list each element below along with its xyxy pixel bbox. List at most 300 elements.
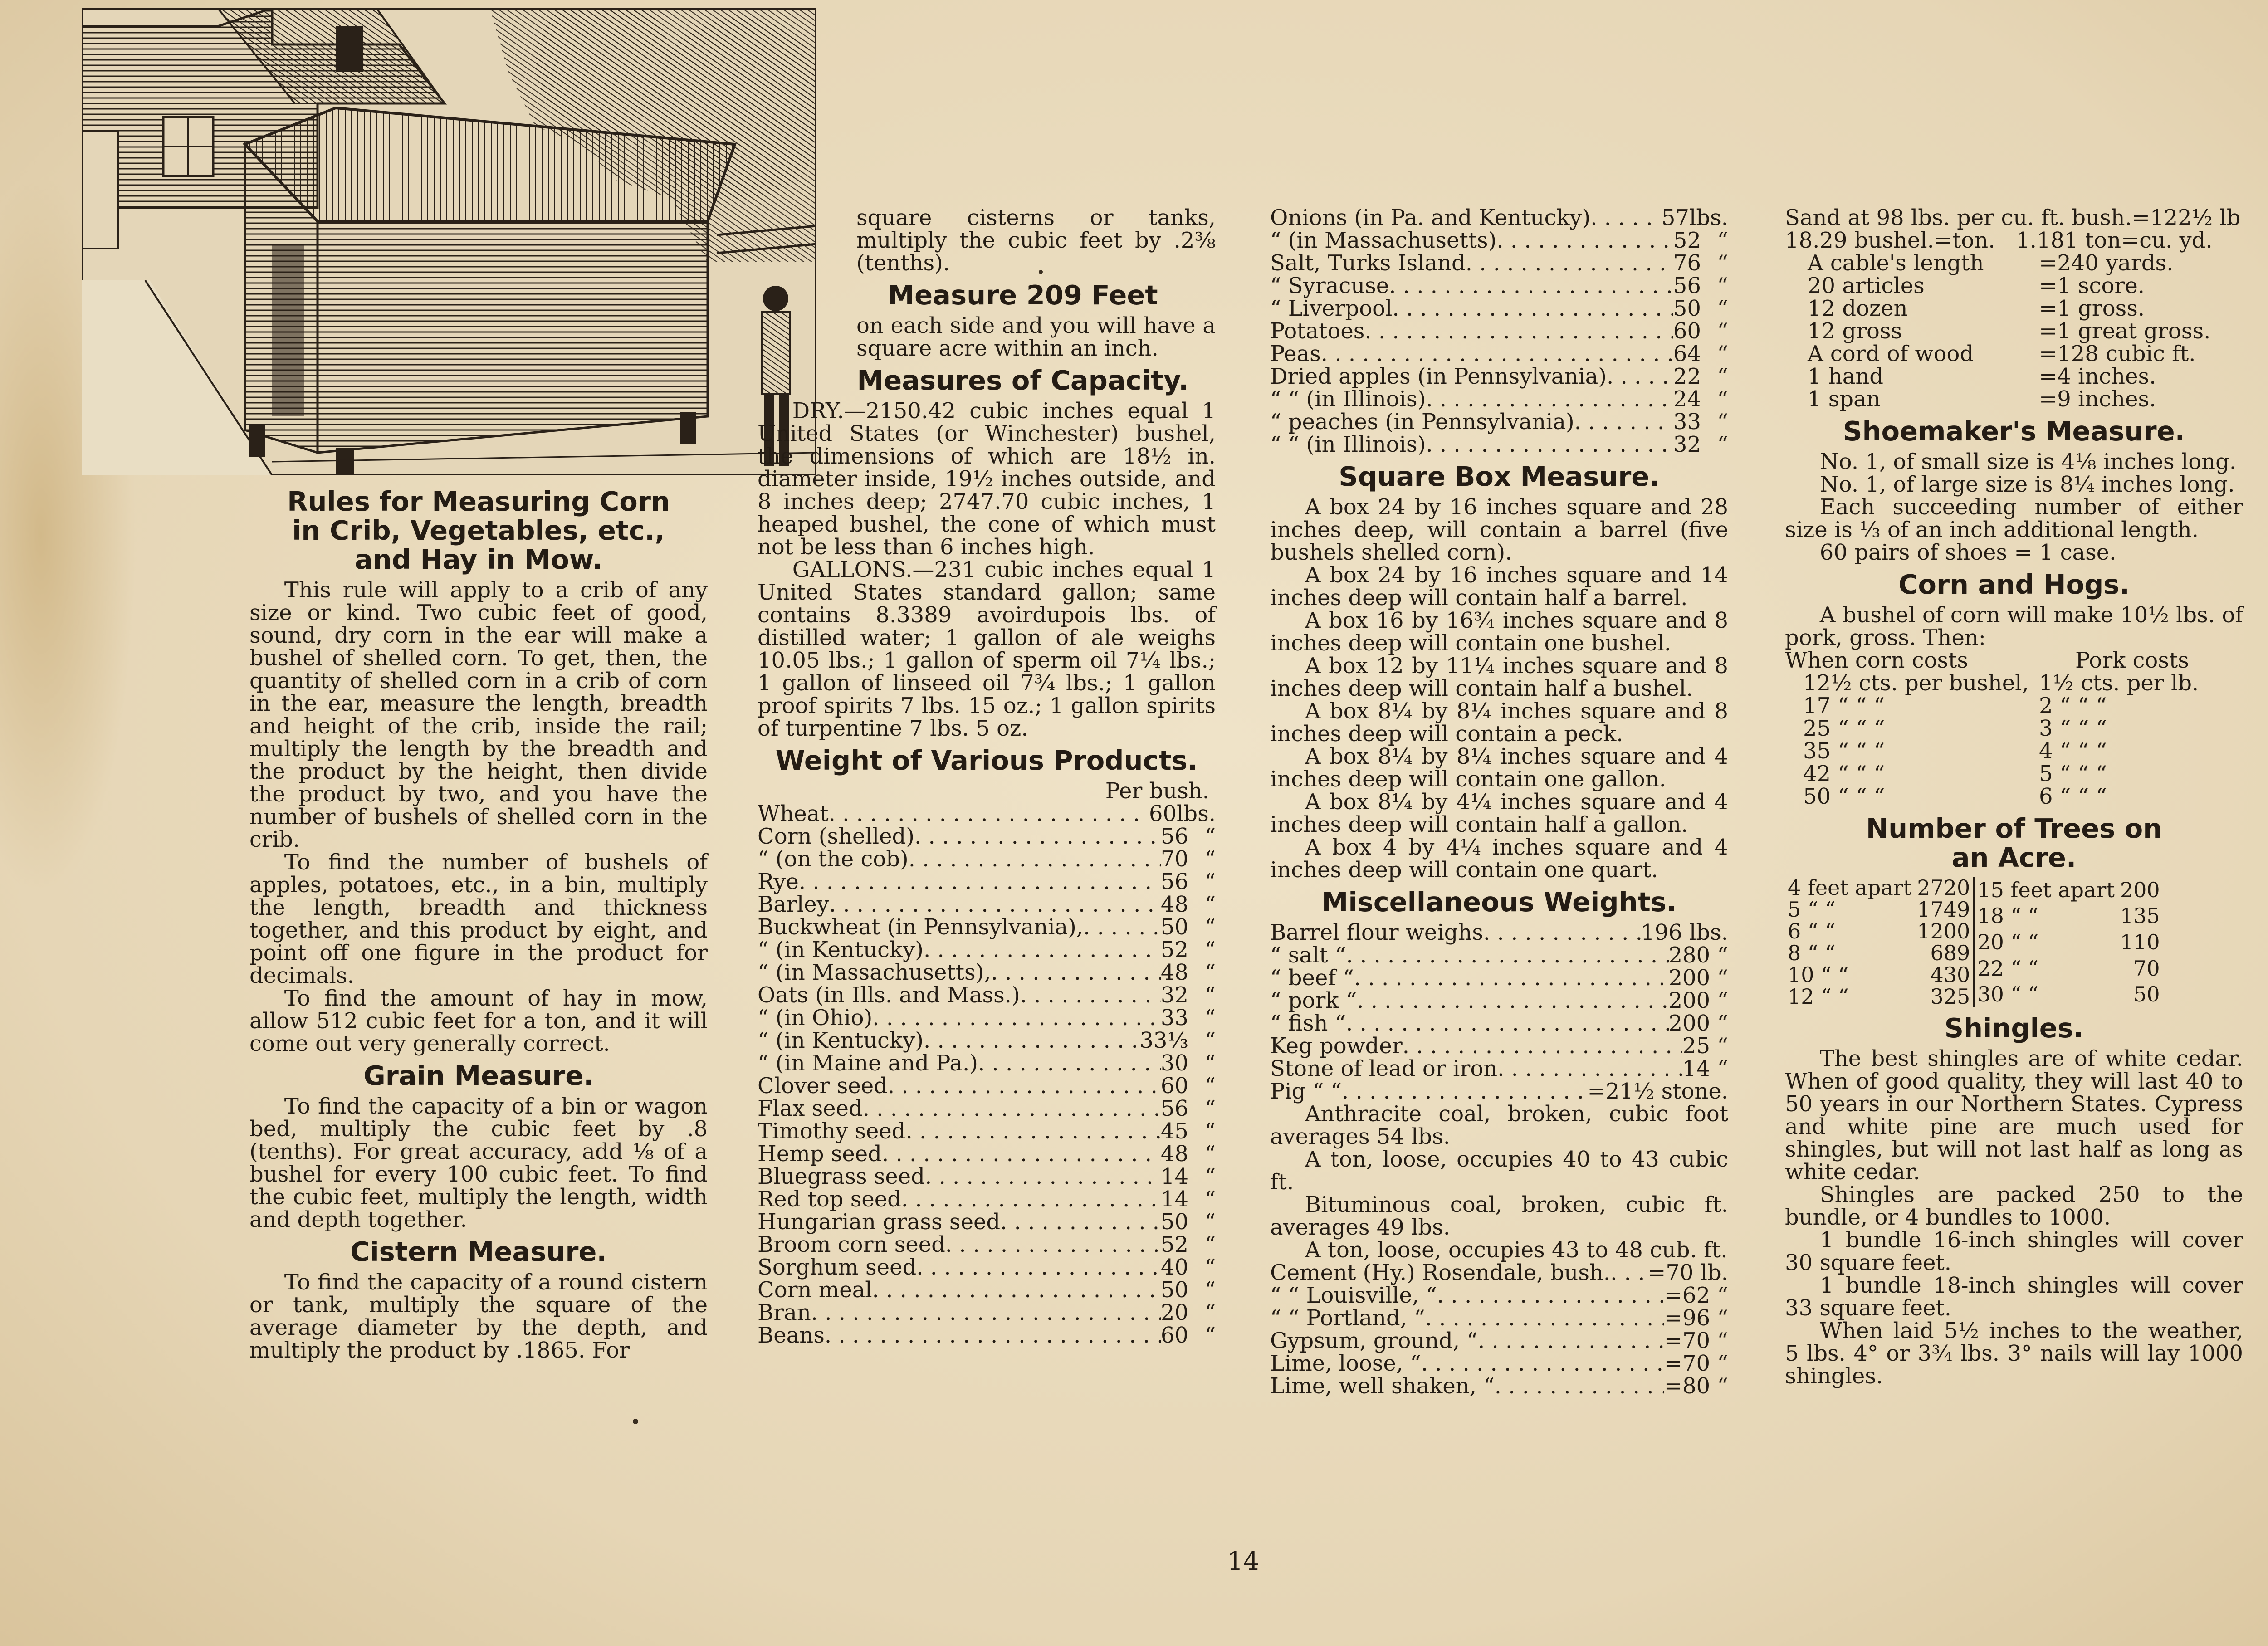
row-value: 48 [1160, 960, 1188, 985]
row-label: Onions (in Pa. and Kentucky) [1270, 205, 1591, 230]
tree-count: 2720 [1917, 875, 1970, 900]
row-value: 50 [1160, 1209, 1188, 1235]
row-unit: “ [1717, 228, 1728, 253]
row-label: Rye [758, 869, 799, 894]
row-unit: “ [1204, 846, 1216, 872]
leader-row [758, 870, 1216, 893]
row-label: “ Syracuse [1270, 273, 1389, 298]
leader-row [1270, 1035, 1728, 1057]
dot-leader [872, 1006, 1161, 1029]
paragraph: Anthracite coal, broken, cubic foot averages 54 lbs. [1270, 1101, 1728, 1149]
column-4 [1785, 206, 2243, 1387]
tree-row [1975, 877, 2162, 903]
paragraph: A box 24 by 16 inches square and 14 inches deep will contain half a barrel. [1270, 562, 1728, 611]
equivalent-row [1808, 320, 2243, 342]
tree-distance: 5 “ “ [1788, 897, 1836, 922]
row-unit: “ [1204, 1073, 1216, 1099]
equivalent-value: =4 inches. [2039, 364, 2156, 389]
row-label: Red top seed [758, 1187, 901, 1212]
pork-cost: 5 “ “ “ [2039, 761, 2107, 786]
section-heading: Shingles. [1944, 1012, 2084, 1044]
row-value: 60 [1673, 318, 1701, 344]
paragraph: No. 1, of large size is 8¼ inches long. [1819, 472, 2235, 497]
equivalent-value: =128 cubic ft. [2039, 341, 2196, 366]
dot-leader [1083, 916, 1161, 938]
paragraph: square cisterns or tanks, multiply the cubic feet by .2⅜ (tenths). [856, 205, 1216, 276]
per-bushel-label: Per bush. [1105, 778, 1209, 804]
row-value: 32 [1673, 432, 1701, 457]
tree-row [1785, 986, 1974, 1007]
paragraph: No. 1, of small size is 4⅛ inches long. [1819, 449, 2237, 474]
leader-row [758, 1120, 1216, 1143]
leader-row [758, 1301, 1216, 1324]
leader-row [758, 1029, 1216, 1052]
leader-row [758, 1006, 1216, 1029]
equivalent-term: 1 span [1808, 386, 1881, 412]
column-2 [758, 206, 1216, 1347]
paragraph: A bushel of corn will make 10½ lbs. of pork, gross. Then: [1785, 602, 2243, 650]
row-label: Wheat [758, 801, 829, 826]
produce-list [1270, 206, 1728, 456]
dot-leader [1496, 229, 1673, 252]
leader-row [1270, 274, 1728, 297]
leader-row [758, 1097, 1216, 1120]
dot-leader [1389, 274, 1673, 297]
dot-leader [1364, 320, 1673, 342]
equivalent-term: 12 dozen [1808, 296, 1908, 321]
section-heading: Weight of Various Products. [775, 745, 1198, 776]
row-value: 200 “ [1668, 1011, 1728, 1036]
leader-row [758, 1256, 1216, 1279]
dot-leader [872, 1279, 1161, 1301]
row-unit: “ [1717, 432, 1728, 457]
row-label: Buckwheat (in Pennsylvania), [758, 914, 1084, 940]
leader-row [1270, 252, 1728, 274]
section-heading: Measure 209 Feet [888, 279, 1158, 311]
row-label: Clover seed [758, 1073, 888, 1099]
paragraph: Shingles are packed 250 to the bundle, or 4 bundles to 1000. [1785, 1182, 2243, 1230]
row-label: “ (in Kentucky) [758, 937, 924, 962]
tree-count: 200 [2120, 877, 2160, 902]
row-value: 50 [1160, 914, 1188, 940]
column-3 [1270, 206, 1728, 1397]
row-unit: “ [1717, 364, 1728, 389]
row-label: “ salt “ [1270, 943, 1346, 968]
paragraph: 60 pairs of shoes = 1 case. [1819, 540, 2116, 565]
row-value: 56 [1160, 1096, 1188, 1121]
leader-row [758, 848, 1216, 870]
dot-leader [909, 848, 1161, 870]
misc-list [1270, 921, 1728, 1103]
section-heading: Square Box Measure. [1339, 461, 1660, 492]
row-value: 76 [1673, 250, 1701, 276]
hogs-row [1785, 785, 2243, 808]
tree-count: 1200 [1917, 919, 1970, 943]
section-heading: Shoemaker's Measure. [1843, 415, 2185, 447]
equivalent-row [1808, 388, 2243, 410]
equivalents-list [1785, 252, 2243, 410]
dot-leader [1392, 297, 1673, 320]
leader-row [758, 893, 1216, 916]
row-value: 45 [1160, 1118, 1188, 1144]
row-label: “ pork “ [1270, 988, 1357, 1013]
row-unit: “ [1204, 1277, 1216, 1303]
row-unit: “ [1717, 341, 1728, 366]
row-value: 33 [1673, 409, 1701, 435]
row-label: Hungarian grass seed [758, 1209, 1001, 1235]
dot-leader [914, 825, 1161, 848]
row-unit: “ [1204, 869, 1216, 894]
row-value: 14 “ [1682, 1056, 1728, 1081]
dot-leader [1497, 1057, 1682, 1080]
row-unit: “ [1204, 1141, 1216, 1167]
row-value: 25 “ [1682, 1033, 1728, 1059]
row-label: Barrel flour weighs [1270, 920, 1483, 945]
dot-leader [1346, 1012, 1668, 1035]
row-label: Oats (in Ills. and Mass.) [758, 982, 1020, 1008]
column-1 [249, 481, 708, 1362]
row-label: Corn (shelled) [758, 824, 914, 849]
dot-leader [1403, 1035, 1682, 1057]
pork-cost: 3 “ “ “ [2039, 716, 2107, 741]
tree-row [1975, 981, 2162, 1007]
leader-row [1270, 967, 1728, 989]
leader-row [1270, 365, 1728, 388]
corn-cost: 50 “ “ “ [1803, 784, 1885, 809]
hogs-row [1785, 717, 2243, 740]
paragraph: GALLONS.—231 cubic inches equal 1 United States standard gallon; same contains 8.3389 avoirdupois lbs. of distilled water; 1 gallon of ale weighs 10.05 lbs.; 1 gallon of sperm oil 7¼ lbs.; 1 gallon of linseed oil 7¾ lbs.; 1 gallon proof spirits 7 lbs. 15 oz.; 1 gallon spirits of turpentine 7 lbs. 5 oz. [758, 557, 1216, 741]
paragraph: DRY.—2150.42 cubic inches equal 1 United States (or Winchester) bushel, the dimensions of which are 18½ in. diameter inside, 19½ inches outside, and 8 inches deep; 2747.70 cubic inches, 1 heaped bushel, the cone of which must not be less than 6 inches high. [758, 398, 1216, 560]
dot-leader [1478, 1329, 1664, 1352]
row-label: Potatoes [1270, 318, 1365, 344]
paragraph: A box 8¼ by 8¼ inches square and 4 inches deep will contain one gallon. [1270, 744, 1728, 792]
paragraph: Each succeeding number of either size is ⅓ of an inch additional length. [1785, 494, 2243, 542]
dot-leader [1020, 984, 1161, 1006]
paragraph: To find the capacity of a bin or wagon bed, multiply the cubic feet by .8 (tenths). For great accuracy, add ⅛ of a bushel for every 100 cubic feet. To find the cubic feet, multiply the length, width and depth together. [249, 1094, 708, 1232]
dot-leader [829, 802, 1149, 825]
paragraph: Bituminous coal, broken, cubic ft. averages 49 lbs. [1270, 1192, 1728, 1240]
row-label: “ peaches (in Pennsylvania) [1270, 409, 1574, 435]
dot-leader [924, 1029, 1139, 1052]
row-value: 40 [1160, 1255, 1188, 1280]
dot-leader [1590, 206, 1662, 229]
tree-distance: 12 “ “ [1788, 984, 1849, 1009]
tree-count: 135 [2120, 904, 2160, 928]
dot-leader [1346, 944, 1668, 967]
paragraph: A box 16 by 16¾ inches square and 8 inches deep will contain one bushel. [1270, 608, 1728, 656]
row-label: “ (in Kentucky) [758, 1028, 924, 1053]
tree-distance: 4 feet apart [1788, 875, 1912, 900]
leader-row [1270, 1307, 1728, 1329]
row-label: “ “ (in Illinois) [1270, 432, 1426, 457]
dot-leader [1421, 1352, 1664, 1375]
leader-row [1270, 1352, 1728, 1375]
tree-count: 70 [2133, 956, 2160, 981]
corn-cost: 25 “ “ “ [1803, 716, 1885, 741]
paragraph: To find the capacity of a round cistern or tank, multiply the square of the average diameter by the depth, and multiply the product by .1865. For [249, 1270, 708, 1363]
row-label: Gypsum, ground, “ [1270, 1328, 1478, 1353]
tree-row [1975, 929, 2162, 955]
row-value: =70 lb. [1647, 1260, 1728, 1285]
paragraph: A ton, loose, occupies 40 to 43 cubic ft. [1270, 1147, 1728, 1195]
tree-distance: 8 “ “ [1788, 941, 1836, 965]
row-label: Pig “ “ [1270, 1079, 1342, 1104]
paragraph: When laid 5½ inches to the weather, 5 lbs. 4° or 3¾ lbs. 3° nails will lay 1000 shingles. [1785, 1318, 2243, 1389]
leader-row [1270, 1057, 1728, 1080]
leader-row [1270, 921, 1728, 944]
row-label: Peas [1270, 341, 1321, 366]
leader-row [1270, 342, 1728, 365]
dot-leader [906, 1120, 1161, 1143]
row-value: 56 [1160, 869, 1188, 894]
section-heading: Rules for Measuring Corn in Crib, Vegetables, etc., and Hay in Mow. [287, 486, 670, 575]
leader-row [1270, 1261, 1728, 1284]
row-value: 64 [1673, 341, 1701, 366]
leader-row [1270, 297, 1728, 320]
row-unit: “ [1717, 273, 1728, 298]
paragraph: A box 4 by 4¼ inches square and 4 inches deep will contain one quart. [1270, 835, 1728, 883]
dot-leader [1426, 388, 1673, 410]
row-label: “ “ Louisville, “ [1270, 1283, 1437, 1308]
leader-row [1270, 989, 1728, 1012]
paragraph: A ton, loose, occupies 43 to 48 cub. ft. [1305, 1237, 1728, 1263]
pork-cost: 1½ cts. per lb. [2039, 670, 2199, 696]
sand-line: 18.29 bushel.=ton. 1.181 ton=cu. yd. [1785, 228, 2213, 253]
dot-leader [882, 1143, 1161, 1165]
row-label: Corn meal [758, 1277, 872, 1303]
row-label: Sorghum seed [758, 1255, 917, 1280]
row-unit: “ [1204, 1187, 1216, 1212]
equivalent-value: =1 score. [2039, 273, 2145, 298]
tree-count: 1749 [1917, 897, 1970, 922]
tree-distance: 6 “ “ [1788, 919, 1836, 943]
leader-row [1270, 1329, 1728, 1352]
row-value: 48 [1160, 1141, 1188, 1167]
row-value: 60 [1149, 801, 1177, 826]
dot-leader [924, 938, 1161, 961]
row-value: 48 [1160, 892, 1188, 917]
row-unit: “ [1717, 386, 1728, 412]
row-unit: lbs. [1177, 801, 1216, 826]
hogs-row [1785, 740, 2243, 762]
paragraph: A box 24 by 16 inches square and 28 inches deep, will contain a barrel (five bushels shelled corn). [1270, 494, 1728, 565]
row-value: 50 [1673, 296, 1701, 321]
row-label: “ (in Massachusetts), [758, 960, 991, 985]
tree-row [1975, 955, 2162, 982]
paragraph: A box 8¼ by 4¼ inches square and 4 inches deep will contain half a gallon. [1270, 789, 1728, 837]
row-label: “ (in Maine and Pa.) [758, 1050, 978, 1076]
row-label: “ (on the cob) [758, 846, 909, 872]
row-unit: “ [1204, 1118, 1216, 1144]
row-unit: “ [1204, 824, 1216, 849]
trees-table [1785, 877, 2243, 1007]
dot-leader [991, 961, 1161, 984]
leader-row [758, 825, 1216, 848]
leader-row [758, 1165, 1216, 1188]
row-value: 56 [1673, 273, 1701, 298]
hogs-row [1785, 694, 2243, 717]
equivalent-value: =9 inches. [2039, 386, 2156, 412]
row-value: =70 “ [1664, 1328, 1728, 1353]
row-value: 52 [1160, 937, 1188, 962]
equivalent-row [1808, 252, 2243, 274]
leader-row [758, 938, 1216, 961]
dot-leader [1426, 433, 1673, 456]
dot-leader [978, 1052, 1161, 1075]
corn-cost: 12½ cts. per bushel, [1803, 670, 2029, 696]
leader-row [758, 1075, 1216, 1097]
leader-row [1270, 1284, 1728, 1307]
paragraph: 1 bundle 18-inch shingles will cover 33 square feet. [1785, 1273, 2243, 1321]
dot-leader [1610, 1261, 1647, 1284]
paragraph: This rule will apply to a crib of any size or kind. Two cubic feet of good, sound, dry corn in the ear will make a bushel of shelled corn. To get, then, the quantity of shelled corn in a crib of corn in the ear, measure the length, breadth and height of the crib, inside the rail; multiply the length by the breadth and the product by the height, then divide the product by two, and you have the number of bushels of shelled corn in the crib. [249, 577, 708, 852]
dot-leader [799, 870, 1161, 893]
paragraph: A box 12 by 11¼ inches square and 8 inches deep will contain half a bushel. [1270, 653, 1728, 701]
row-unit: “ [1204, 1096, 1216, 1121]
dot-leader [863, 1097, 1161, 1120]
row-label: Beans [758, 1323, 825, 1348]
leader-row [1270, 1080, 1728, 1103]
leader-row [758, 1211, 1216, 1233]
tree-distance: 18 “ “ [1977, 904, 2039, 928]
leader-row [1270, 206, 1728, 229]
dot-leader [1000, 1211, 1161, 1233]
tree-count: 689 [1930, 941, 1970, 965]
products-list [758, 802, 1216, 1347]
row-label: Hemp seed [758, 1141, 882, 1167]
row-label: “ “ (in Illinois) [1270, 386, 1426, 412]
equivalent-term: 12 gross [1808, 318, 1902, 344]
leader-row [1270, 410, 1728, 433]
row-unit: “ [1204, 1164, 1216, 1189]
tree-count: 325 [1930, 984, 1970, 1009]
row-value: =21½ stone. [1587, 1079, 1728, 1104]
leader-row [758, 916, 1216, 938]
section-heading: Measures of Capacity. [857, 365, 1189, 396]
row-value: 200 “ [1668, 988, 1728, 1013]
tree-distance: 20 “ “ [1977, 929, 2039, 954]
row-value: 60 [1160, 1323, 1188, 1348]
dot-leader [1483, 921, 1641, 944]
row-label: Cement (Hy.) Rosendale, bush. [1270, 1260, 1611, 1285]
row-unit: “ [1204, 1028, 1216, 1053]
dot-leader [1437, 1284, 1664, 1307]
leader-row [1270, 388, 1728, 410]
section-heading: Miscellaneous Weights. [1321, 886, 1677, 918]
tree-distance: 15 feet apart [1977, 877, 2115, 902]
row-value: 50 [1160, 1277, 1188, 1303]
tree-row [1785, 942, 1974, 964]
tree-row [1785, 877, 1974, 899]
leader-row [758, 961, 1216, 984]
tree-row [1785, 899, 1974, 920]
hogs-row [1785, 762, 2243, 785]
tree-distance: 10 “ “ [1788, 962, 1849, 987]
row-value: 33 [1160, 1005, 1188, 1031]
row-unit: “ [1204, 1050, 1216, 1076]
trees-right [1975, 877, 2162, 1007]
row-unit: “ [1204, 1300, 1216, 1325]
row-label: Dried apples (in Pennsylvania) [1270, 364, 1607, 389]
equivalent-row [1808, 274, 2243, 297]
row-value: 14 [1160, 1164, 1188, 1189]
row-label: “ Liverpool [1270, 296, 1393, 321]
row-unit: “ [1717, 250, 1728, 276]
shingles-list [1785, 1047, 2243, 1387]
pork-cost: 2 “ “ “ [2039, 693, 2107, 718]
sand-line: Sand at 98 lbs. per cu. ft. bush.=122½ lb [1785, 205, 2241, 230]
leader-row [1270, 1375, 1728, 1397]
row-value: =70 “ [1664, 1351, 1728, 1376]
row-unit: “ [1717, 409, 1728, 435]
row-value: 22 [1673, 364, 1701, 389]
row-value: 70 [1160, 846, 1188, 872]
paragraph: The best shingles are of white cedar. When of good quality, they will last 40 to 50 years in our Northern States. Cypress and white pine are much used for shingles, but will not last half as long as white cedar. [1785, 1046, 2243, 1185]
leader-row [758, 802, 1216, 825]
leader-row [1270, 944, 1728, 967]
leader-row [1270, 320, 1728, 342]
row-unit: “ [1204, 914, 1216, 940]
dot-leader [916, 1256, 1161, 1279]
dot-leader [1425, 1307, 1664, 1329]
row-label: “ (in Ohio) [758, 1005, 873, 1031]
corn-crib-illustration [82, 8, 816, 475]
row-value: 57 [1661, 205, 1690, 230]
section-heading: Cistern Measure. [350, 1236, 607, 1267]
box-list [1270, 496, 1728, 881]
ink-speck [633, 1419, 638, 1424]
page-number: 14 [1227, 1547, 1260, 1576]
equivalent-value: =1 gross. [2039, 296, 2145, 321]
leader-row [758, 1188, 1216, 1211]
equivalent-row [1808, 365, 2243, 388]
row-unit: “ [1204, 1255, 1216, 1280]
pork-cost: 4 “ “ “ [2039, 738, 2107, 764]
dot-leader [1607, 365, 1673, 388]
row-unit: “ [1204, 937, 1216, 962]
row-unit: “ [1204, 960, 1216, 985]
row-label: Flax seed [758, 1096, 863, 1121]
row-label: Lime, well shaken, “ [1270, 1373, 1495, 1399]
leader-row [758, 1324, 1216, 1347]
tree-count: 50 [2133, 982, 2160, 1007]
dot-leader [1574, 410, 1673, 433]
equivalent-term: A cable's length [1808, 250, 1984, 276]
row-label: “ fish “ [1270, 1011, 1346, 1036]
row-label: “ “ Portland, “ [1270, 1305, 1425, 1331]
tree-count: 110 [2120, 929, 2160, 954]
row-value: 280 “ [1668, 943, 1728, 968]
trees-left [1785, 877, 1975, 1007]
equivalent-row [1808, 297, 2243, 320]
corn-cost: 17 “ “ “ [1803, 693, 1885, 718]
row-unit: “ [1717, 296, 1728, 321]
row-label: Bran [758, 1300, 811, 1325]
tree-row [1785, 920, 1974, 942]
equivalent-row [1808, 342, 2243, 365]
dot-leader [888, 1075, 1161, 1097]
row-label: Broom corn seed [758, 1232, 945, 1257]
hogs-header-right: Pork costs [2075, 648, 2189, 673]
leader-row [758, 1052, 1216, 1075]
row-value: 200 “ [1668, 965, 1728, 991]
row-value: 196 lbs. [1641, 920, 1728, 945]
dot-leader [1321, 342, 1673, 365]
equivalent-term: 1 hand [1808, 364, 1883, 389]
row-label: Timothy seed [758, 1118, 906, 1144]
row-value: 32 [1160, 982, 1188, 1008]
leader-row [758, 1279, 1216, 1301]
